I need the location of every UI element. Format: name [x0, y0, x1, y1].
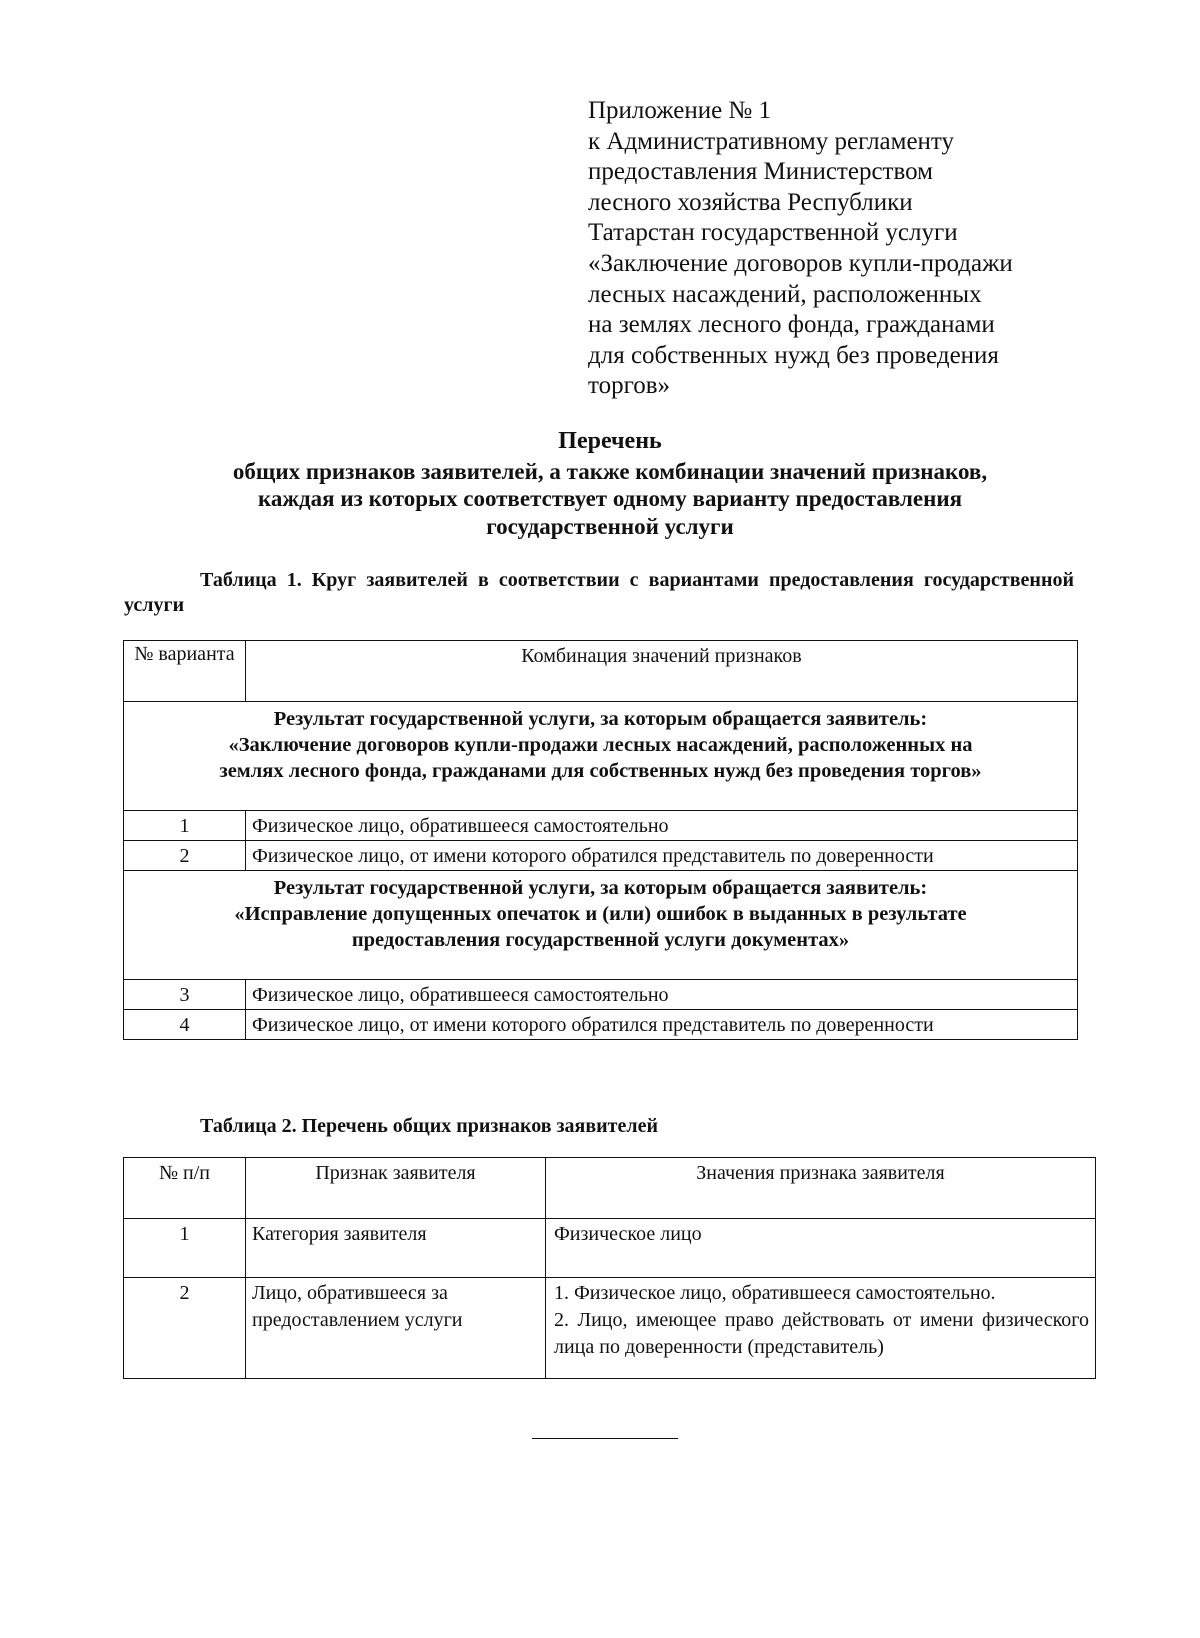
variant-number: 2 [124, 841, 246, 871]
table-row [124, 1278, 1096, 1379]
header-variant-number: № варианта [124, 641, 246, 702]
table1-caption: Таблица 1. Круг заявителей в соответствии с вариантами предоставления государственной услуги [124, 569, 1074, 616]
result-group-cell [124, 871, 1078, 980]
title-line: общих признаков заявителей, а также комбинации значений признаков, [232, 458, 988, 484]
result-group-row [124, 871, 1078, 980]
variant-number: 1 [124, 811, 246, 841]
appendix-heading [588, 96, 1088, 402]
table-row [124, 811, 1078, 841]
result-line: предоставления государственной услуги документах» [351, 929, 850, 951]
title-main: Перечень [558, 428, 662, 454]
result-line: Результат государственной услуги, за которым обращается заявитель: [273, 708, 928, 730]
feature-name: Категория заявителя [246, 1219, 546, 1278]
result-line: «Заключение договоров купли-продажи лесных насаждений, расположенных на [228, 734, 973, 756]
table-header-row [124, 641, 1078, 702]
result-line: Результат государственной услуги, за которым обращается заявитель: [273, 877, 928, 899]
result-group-row [124, 702, 1078, 811]
appendix-line: к Административному регламенту [588, 127, 955, 155]
row-number: 1 [124, 1219, 246, 1278]
title-line: каждая из которых соответствует одному варианту предоставления [257, 486, 963, 511]
appendix-line: на землях лесного фонда, гражданами [588, 311, 995, 339]
result-line: землях лесного фонда, гражданами для собственных нужд без проведения торгов» [219, 760, 982, 782]
header-combination: Комбинация значений признаков [246, 641, 1078, 702]
appendix-line: Приложение № 1 [588, 97, 772, 124]
table-row [124, 1010, 1078, 1040]
appendix-line: торгов» [588, 372, 671, 400]
table-row [124, 841, 1078, 871]
header-number: № п/п [124, 1158, 246, 1219]
appendix-line: лесного хозяйства Республики [588, 188, 913, 216]
document-title [60, 428, 1160, 540]
feature-name: Лицо, обратившееся за предоставлением услуги [246, 1278, 546, 1379]
result-line: «Исправление допущенных опечаток и (или) ошибок в выданных в результате [234, 903, 967, 925]
appendix-line: Татарстан государственной услуги [588, 219, 958, 247]
row-number: 2 [124, 1278, 246, 1379]
variant-text: Физическое лицо, от имени которого обратился представитель по доверенности [246, 1010, 1078, 1040]
table-row [124, 980, 1078, 1010]
appendix-line: предоставления Министерством [588, 158, 933, 186]
table-applicant-features [123, 1157, 1096, 1379]
feature-value: Физическое лицо [546, 1219, 1096, 1278]
title-line: государственной услуги [486, 513, 734, 539]
variant-text: Физическое лицо, от имени которого обратился представитель по доверенности [246, 841, 1078, 871]
appendix-line: «Заключение договоров купли-продажи [588, 249, 1013, 277]
result-group-cell [124, 702, 1078, 811]
appendix-line: лесных насаждений, расположенных [588, 280, 982, 308]
variant-number: 4 [124, 1010, 246, 1040]
variant-text: Физическое лицо, обратившееся самостоятельно [246, 811, 1078, 841]
table-header-row [124, 1158, 1096, 1219]
table-applicant-variants [123, 640, 1078, 1040]
feature-values-cell [546, 1278, 1096, 1379]
feature-value: 1. Физическое лицо, обратившееся самостоятельно. [554, 1282, 996, 1304]
table2-caption: Таблица 2. Перечень общих признаков заявителей [200, 1115, 659, 1137]
header-feature-values: Значения признака заявителя [546, 1158, 1096, 1219]
feature-value: 2. Лицо, имеющее право действовать от имени физического лица по доверенности (представитель) [554, 1309, 1089, 1358]
closing-divider [532, 1438, 678, 1439]
table-row [124, 1219, 1096, 1278]
header-feature: Признак заявителя [246, 1158, 546, 1219]
appendix-line: для собственных нужд без проведения [588, 341, 999, 369]
variant-text: Физическое лицо, обратившееся самостоятельно [246, 980, 1078, 1010]
variant-number: 3 [124, 980, 246, 1010]
